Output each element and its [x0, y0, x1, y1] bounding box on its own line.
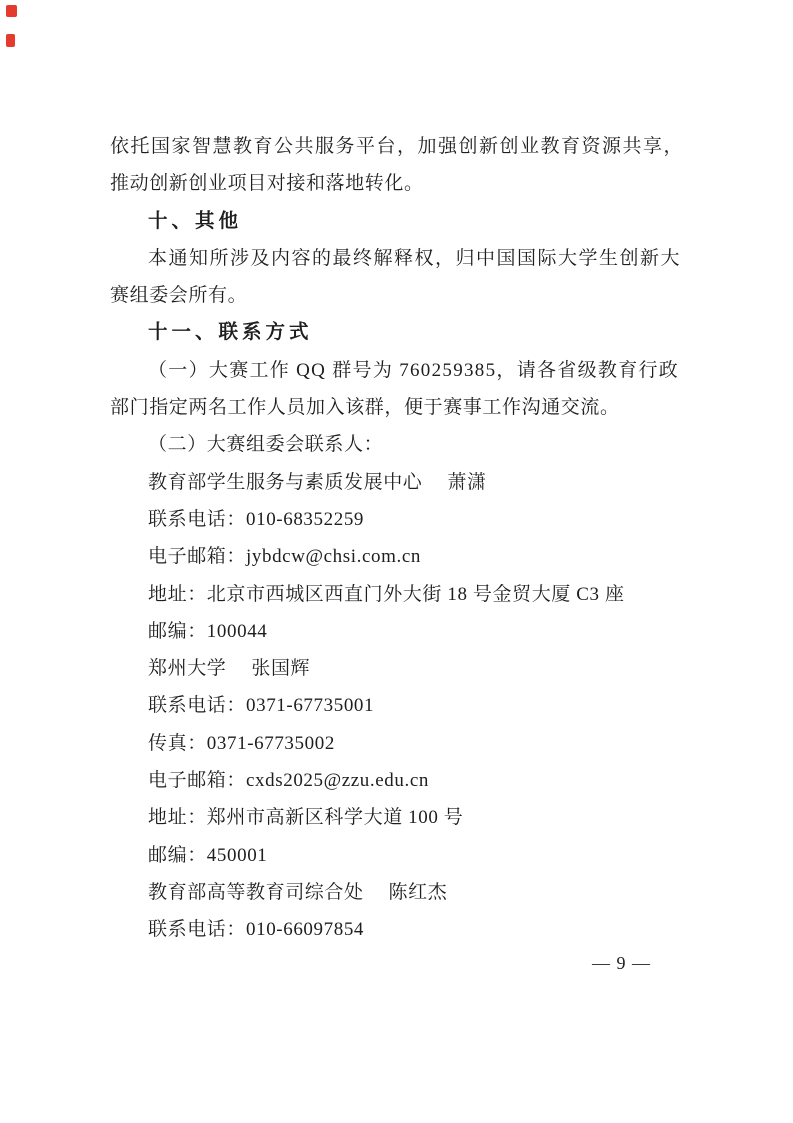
contact-center-address: 地址：北京市西城区西直门外大街 18 号金贸大厦 C3 座	[148, 583, 625, 605]
contact-zzu-address: 地址：郑州市高新区科学大道 100 号	[148, 807, 464, 829]
contact-zzu-phone: 联系电话：0371-67735001	[148, 695, 375, 717]
contact-center-phone: 联系电话：010-68352259	[148, 508, 365, 530]
document-body	[110, 128, 685, 949]
contact-zzu-fax: 传真：0371-67735002	[148, 732, 335, 754]
para-resource-sharing-line2: 推动创新创业项目对接和落地转化。	[110, 173, 424, 195]
heading-ten-other: 十、其他	[148, 210, 243, 232]
contact-center-name: 教育部学生服务与素质发展中心 萧潇	[148, 471, 487, 493]
contact-zzu-postcode: 邮编：450001	[148, 844, 268, 866]
contact-zzu-email: 电子邮箱：cxds2025@zzu.edu.cn	[148, 770, 429, 792]
contact-center-email: 电子邮箱：jybdcw@chsi.com.cn	[148, 546, 421, 568]
para-resource-sharing-line1: 依托国家智慧教育公共服务平台，加强创新创业教育资源共享，	[110, 136, 685, 157]
para-qq-group-line2: 部门指定两名工作人员加入该群，便于赛事工作沟通交流。	[110, 397, 620, 419]
contact-center-postcode: 邮编：100044	[148, 620, 268, 642]
red-annotation-mark-1	[6, 5, 17, 17]
heading-eleven-contact: 十一、联系方式	[148, 322, 313, 344]
para-interpretation-line1: 本通知所涉及内容的最终解释权，归中国国际大学生创新大	[148, 247, 682, 269]
contact-zzu-name: 郑州大学 张国辉	[148, 658, 311, 680]
red-annotation-mark-2	[6, 34, 15, 47]
page-number: — 9 —	[592, 953, 651, 973]
para-qq-group-line1: （一）大赛工作 QQ 群号为 760259385，请各省级教育行政	[148, 359, 680, 381]
para-contact-person-intro: （二）大赛组委会联系人：	[148, 434, 384, 456]
para-interpretation-line2: 赛组委会所有。	[110, 285, 248, 307]
contact-moe-name: 教育部高等教育司综合处 陈红杰	[148, 881, 448, 903]
contact-moe-phone: 联系电话：010-66097854	[148, 919, 365, 941]
